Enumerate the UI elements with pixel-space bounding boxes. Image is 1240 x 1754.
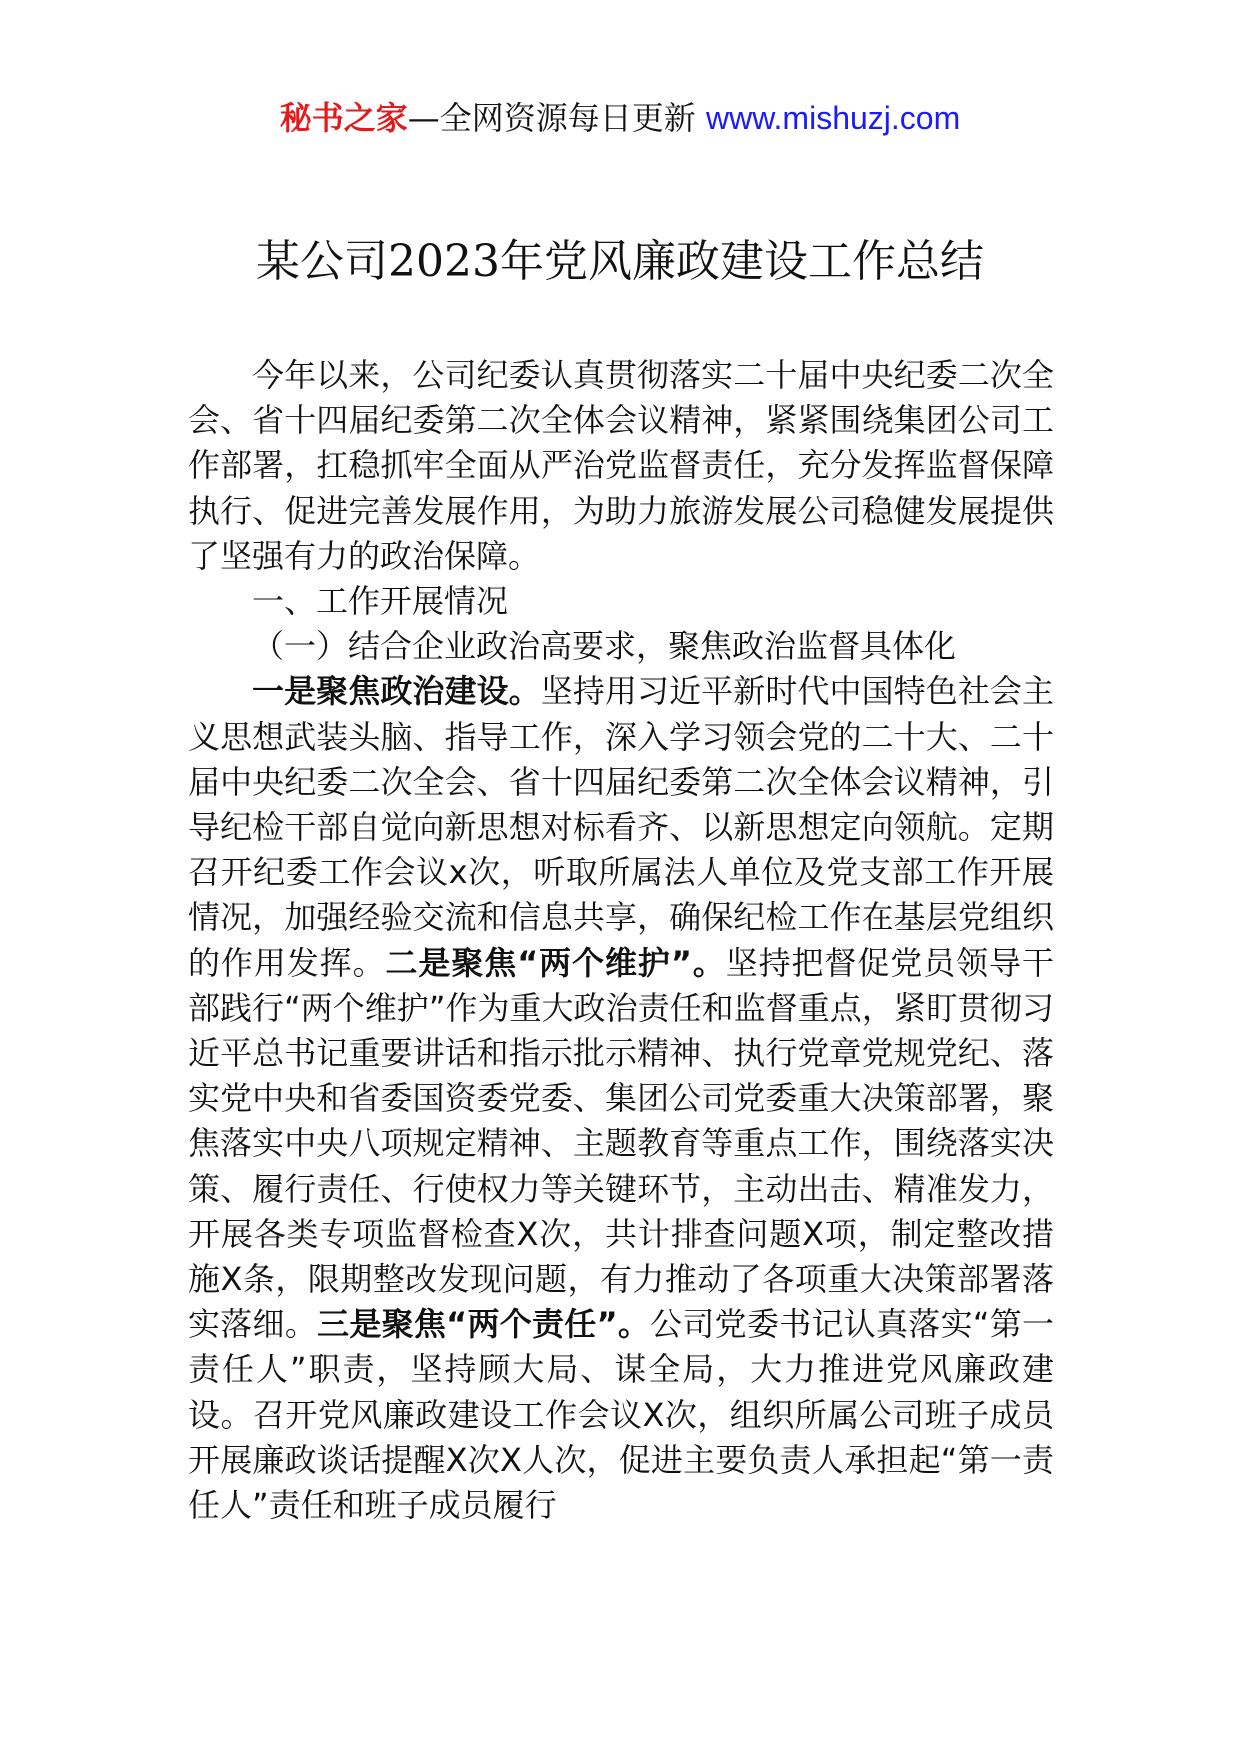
section-heading: 一、工作开展情况 — [252, 582, 509, 621]
point-1-lead: 一是聚焦政治建设。 — [252, 672, 541, 711]
intro-paragraph: 今年以来，公司纪委认真贯彻落实二十届中央纪委二次全会、省十四届纪委第二次全体会议精神，紧紧围绕集团公司工作部署，扛稳抓牢全面从严治党监督责任，充分发挥监督保障执行、促进完善发展作用，为助力旅游发展公司稳健发展提供了坚强有力的政治保障。 — [188, 356, 1054, 575]
point-3-lead: 三是聚焦“两个责任”。 — [317, 1305, 651, 1344]
site-banner — [0, 96, 1240, 140]
point-3-text: 公司党委书记认真落实“第一责任人”职责，坚持顾大局、谋全局，大力推进党风廉政建设。召开党风廉政建设工作会议X次，组织所属公司班子成员开展廉政谈话提醒X次X人次，促进主要负责人承担起“第一责任人”责任和班子成员履行 — [188, 1305, 1054, 1525]
body-paragraph — [188, 669, 1054, 1528]
point-1-text: 坚持用习近平新时代中国特色社会主义思想武装头脑、指导工作，深入学习领会党的二十大、二十届中央纪委二次全会、省十四届纪委第二次全体会议精神，引导纪检干部自觉向新思想对标看齐、以新思想定向领航。定期召开纪委工作会议x次，听取所属法人单位及党支部工作开展情况，加强经验交流和信息共享，确保纪检工作在基层党组织的作用发挥。 — [188, 672, 1054, 982]
subsection-heading: （一）结合企业政治高要求，聚焦政治监督具体化 — [252, 627, 957, 666]
point-2-text: 坚持把督促党员领导干部践行“两个维护”作为重大政治责任和监督重点，紧盯贯彻习近平总书记重要讲话和指示批示精神、执行党章党规党纪、落实党中央和省委国资委党委、集团公司党委重大决策部署，聚焦落实中央八项规定精神、主题教育等重点工作，围绕落实决策、履行责任、行使权力等关键环节，主动出击、精准发力，开展各类专项监督检查X次，共计排查问题X项，制定整改措施X条，限期整改发现问题，有力推动了各项重大决策部署落实落细。 — [188, 943, 1054, 1344]
document-body — [188, 353, 1054, 1528]
document-title: 某公司2023年党风廉政建设工作总结 — [256, 236, 984, 287]
site-url[interactable]: www.mishuzj.com — [705, 100, 961, 136]
site-tagline: —全网资源每日更新 — [407, 99, 706, 137]
point-2-lead: 二是聚焦“两个维护”。 — [385, 943, 726, 982]
site-brand: 秘书之家 — [279, 99, 408, 137]
